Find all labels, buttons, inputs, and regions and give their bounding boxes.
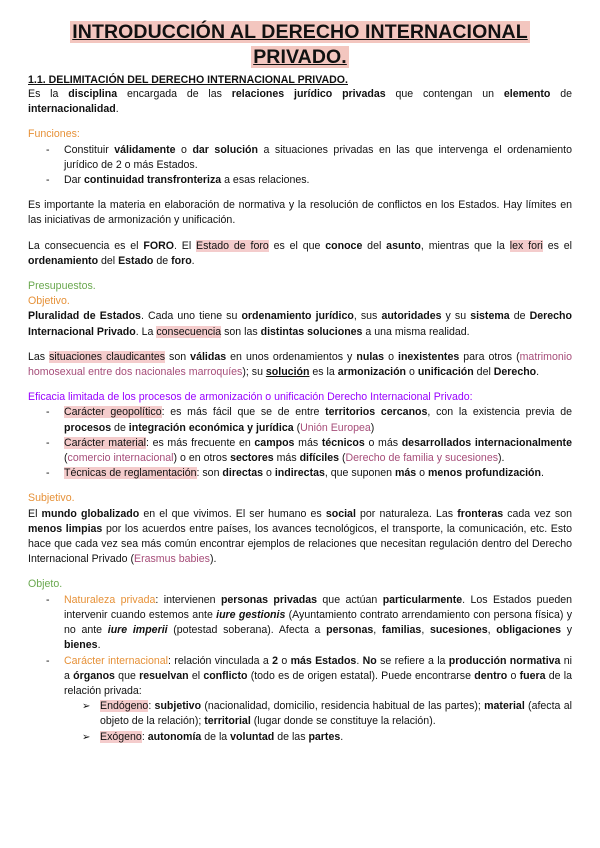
presupuestos-heading: Presupuestos. xyxy=(28,280,96,293)
importante-paragraph: Es importante la materia en elaboración de normativa y la resolución de conflictos en los Estados. Hay límites en las iniciativas de armonización y unificación. xyxy=(28,199,572,227)
list-item: - Constituir válidamente o dar solución a situaciones privadas en las que intervenga el ordenamiento jurídico de 2 o más Estados. xyxy=(46,143,573,171)
list-item: - Dar continuidad transfronteriza a esas relaciones. xyxy=(46,174,310,187)
title-line-1: INTRODUCCIÓN AL DERECHO INTERNACIONAL xyxy=(72,21,528,43)
subjetivo-heading: Subjetivo. xyxy=(28,492,75,505)
funciones-heading: Funciones: xyxy=(28,128,80,141)
list-item: ➢ Exógeno: autonomía de la voluntad de las partes. xyxy=(28,730,572,745)
objetivo-paragraph-2: Las situaciones claudicantes son válidas en unos ordenamientos y nulas o inexistentes para otros (matrimonio homosexual entre dos nacionales marroquíes); su solución es la armonización o unificación del Derecho. xyxy=(28,350,573,379)
title-line-2: PRIVADO. xyxy=(253,46,347,68)
objetivo-heading: Objetivo. xyxy=(28,295,70,308)
arrow-bullet-icon: ➢ xyxy=(82,701,91,713)
subjetivo-paragraph: El mundo globalizado en el que vivimos. El ser humano es social por naturaleza. Las fronteras cada vez son menos limpias por los acuerdos entre países, los avances tecnológicos, el transporte, la comunicación, etc. Esto hace que cada vez sea más común encontrar ejemplos de relaciones que necesitan regulación dentro del Derecho Internacional Privado (Erasmus babies). xyxy=(28,507,572,566)
objeto-list xyxy=(28,593,572,699)
eficacia-heading: Eficacia limitada de los procesos de armonización o unificación Derecho Internacional Privado: xyxy=(28,391,473,404)
definition-paragraph: Es la disciplina encargada de las relaciones jurídico privadas que contengan un elemento de internacionalidad. xyxy=(28,88,572,116)
foro-paragraph: La consecuencia es el FORO. El Estado de foro es el que conoce del asunto, mientras que la lex fori es el ordenamiento del Estado de foro. xyxy=(28,239,573,267)
list-item: - Carácter material: es más frecuente en campos más técnicos o más desarrollados internacionalmente (comercio internacional) o en otros sectores más difíciles (Derecho de familia y sucesiones). xyxy=(46,436,572,465)
list-item: ➢ Endógeno: subjetivo (nacionalidad, domicilio, residencia habitual de las partes); material (afecta al objeto de la relación); territorial (lugar donde se constituye la relación). xyxy=(82,700,572,728)
elemento-sublist xyxy=(28,699,572,745)
eficacia-list xyxy=(28,405,572,481)
list-item: - Naturaleza privada: intervienen personas privadas que actúan particularmente. Los Estados pueden intervenir cuando estemos ante iure gestionis (Ayuntamiento contrato arrendamiento con persona física) y no ante iure imperii (potestad soberana). Afecta a personas, familias, sucesiones, obligaciones y bienes. xyxy=(46,593,573,652)
funciones-list xyxy=(28,143,572,189)
list-item: - Carácter geopolítico: es más fácil que se de entre territorios cercanos, con la existencia previa de procesos de integración económica y jurídica (Unión Europea) xyxy=(46,406,573,434)
list-item: - Carácter internacional: relación vinculada a 2 o más Estados. No se refiere a la producción normativa ni a órganos que resuelvan el conflicto (todo es de origen estatal). Puede encontrarse dentro o fuera de la relación privada: xyxy=(46,654,573,697)
list-item: - Técnicas de reglamentación: son directas o indirectas, que suponen más o menos profundización. xyxy=(46,467,544,480)
arrow-bullet-icon: ➢ xyxy=(82,731,91,743)
objeto-heading: Objeto. xyxy=(28,578,63,591)
document-title xyxy=(28,20,572,70)
section-heading: 1.1. DELIMITACIÓN DEL DERECHO INTERNACIONAL PRIVADO. xyxy=(28,74,348,86)
objetivo-paragraph-1: Pluralidad de Estados. Cada uno tiene su ordenamiento jurídico, sus autoridades y su sistema de Derecho Internacional Privado. La consecuencia son las distintas soluciones a una misma realidad. xyxy=(28,310,572,338)
